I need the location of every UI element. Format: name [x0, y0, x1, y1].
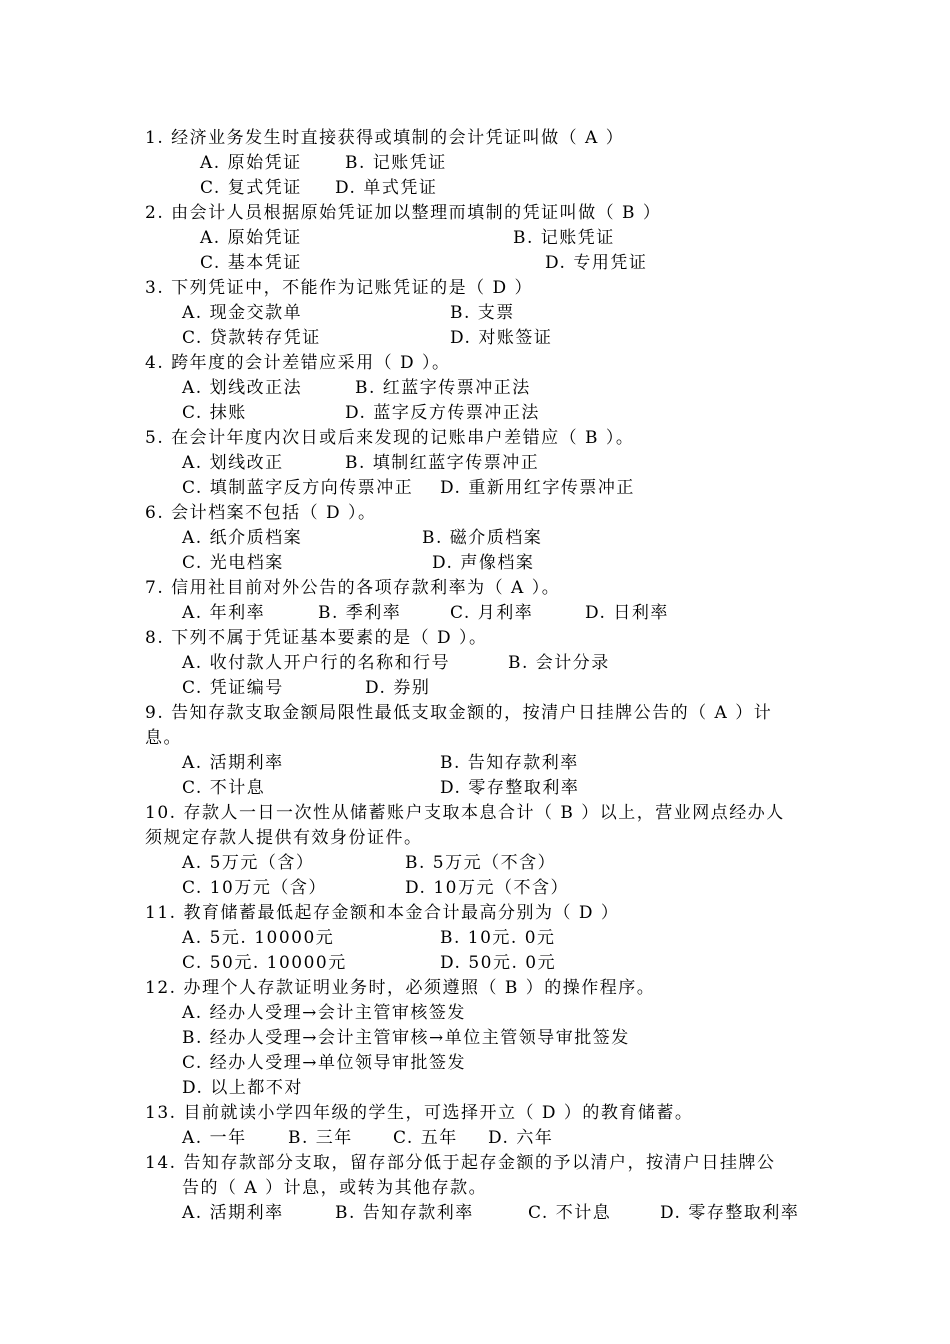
- text-line: D. 六年: [488, 1128, 554, 1148]
- text-line: D. 单式凭证: [335, 178, 438, 198]
- text-line: D. 日利率: [585, 603, 669, 623]
- text-line: A. 收付款人开户行的名称和行号: [182, 653, 451, 673]
- text-line: D. 专用凭证: [545, 253, 648, 273]
- text-line: 告的（ A ）计息，或转为其他存款。: [182, 1178, 488, 1198]
- text-line: B. 告知存款利率: [335, 1203, 474, 1223]
- text-line: C. 贷款转存凭证: [182, 328, 321, 348]
- text-line: A. 现金交款单: [182, 303, 303, 323]
- text-line: D. 券别: [365, 678, 431, 698]
- text-line: B. 磁介质档案: [422, 528, 543, 548]
- text-line: D. 以上都不对: [182, 1078, 303, 1098]
- text-line: 3. 下列凭证中，不能作为记账凭证的是（ D ）: [145, 278, 534, 298]
- text-line: D. 零存整取利率: [440, 778, 580, 798]
- text-line: D. 蓝字反方传票冲正法: [345, 403, 540, 423]
- text-line: B. 5万元（不含）: [405, 853, 557, 873]
- text-line: C. 经办人受理→单位领导审批签发: [182, 1053, 466, 1073]
- text-line: B. 记账凭证: [513, 228, 615, 248]
- text-line: D. 重新用红字传票冲正: [440, 478, 635, 498]
- text-line: 14. 告知存款部分支取，留存部分低于起存金额的予以清户，按清户日挂牌公: [145, 1153, 776, 1173]
- text-line: B. 记账凭证: [345, 153, 447, 173]
- text-line: B. 季利率: [318, 603, 402, 623]
- text-line: C. 填制蓝字反方向传票冲正: [182, 478, 414, 498]
- text-line: C. 五年: [393, 1128, 458, 1148]
- text-line: A. 纸介质档案: [182, 528, 303, 548]
- text-line: D. 对账签证: [450, 328, 553, 348]
- text-line: A. 活期利率: [182, 753, 284, 773]
- text-line: A. 经办人受理→会计主管审核签发: [182, 1003, 466, 1023]
- text-line: A. 一年: [182, 1128, 247, 1148]
- text-line: C. 光电档案: [182, 553, 284, 573]
- text-line: 7. 信用社目前对外公告的各项存款利率为（ A ）。: [145, 578, 561, 598]
- text-line: 2. 由会计人员根据原始凭证加以整理而填制的凭证叫做（ B ）: [145, 203, 662, 223]
- text-line: 13. 目前就读小学四年级的学生，可选择开立（ D ）的教育储蓄。: [145, 1103, 694, 1123]
- text-line: A. 划线改正: [182, 453, 284, 473]
- text-line: 4. 跨年度的会计差错应采用（ D ）。: [145, 353, 451, 373]
- text-line: 5. 在会计年度内次日或后来发现的记账串户差错应（ B ）。: [145, 428, 635, 448]
- text-line: C. 50元. 10000元: [182, 953, 347, 973]
- text-line: C. 凭证编号: [182, 678, 284, 698]
- text-line: 10. 存款人一日一次性从储蓄账户支取本息合计（ B ）以上，营业网点经办人: [145, 803, 785, 823]
- text-line: 8. 下列不属于凭证基本要素的是（ D ）。: [145, 628, 488, 648]
- text-line: 11. 教育储蓄最低起存金额和本金合计最高分别为（ D ）: [145, 903, 620, 923]
- text-line: C. 不计息: [182, 778, 266, 798]
- text-line: 1. 经济业务发生时直接获得或填制的会计凭证叫做（ A ）: [145, 128, 625, 148]
- text-line: 6. 会计档案不包括（ D ）。: [145, 503, 377, 523]
- text-line: D. 零存整取利率: [660, 1203, 800, 1223]
- text-line: 9. 告知存款支取金额局限性最低支取金额的，按清户日挂牌公告的（ A ）计: [145, 703, 773, 723]
- text-line: A. 活期利率: [182, 1203, 284, 1223]
- text-line: D. 声像档案: [432, 553, 535, 573]
- text-line: A. 5万元（含）: [182, 853, 315, 873]
- text-line: C. 复式凭证: [200, 178, 302, 198]
- text-line: D. 10万元（不含）: [405, 878, 569, 898]
- text-line: B. 三年: [288, 1128, 353, 1148]
- text-line: B. 红蓝字传票冲正法: [355, 378, 531, 398]
- text-line: C. 月利率: [450, 603, 534, 623]
- text-line: A. 年利率: [182, 603, 266, 623]
- text-line: A. 划线改正法: [182, 378, 303, 398]
- text-line: B. 10元. 0元: [440, 928, 556, 948]
- text-line: C. 10万元（含）: [182, 878, 327, 898]
- text-line: C. 基本凭证: [200, 253, 302, 273]
- text-line: 须规定存款人提供有效身份证件。: [145, 828, 423, 848]
- text-line: C. 抹账: [182, 403, 247, 423]
- text-line: A. 5元. 10000元: [182, 928, 335, 948]
- text-line: C. 不计息: [528, 1203, 612, 1223]
- text-line: B. 经办人受理→会计主管审核→单位主管领导审批签发: [182, 1028, 630, 1048]
- text-line: A. 原始凭证: [200, 153, 302, 173]
- text-line: B. 告知存款利率: [440, 753, 579, 773]
- text-line: A. 原始凭证: [200, 228, 302, 248]
- text-line: 息。: [145, 728, 182, 748]
- text-line: 12. 办理个人存款证明业务时，必须遵照（ B ）的操作程序。: [145, 978, 656, 998]
- text-line: B. 填制红蓝字传票冲正: [345, 453, 540, 473]
- text-line: D. 50元. 0元: [440, 953, 557, 973]
- text-line: B. 支票: [450, 303, 515, 323]
- text-line: B. 会计分录: [508, 653, 610, 673]
